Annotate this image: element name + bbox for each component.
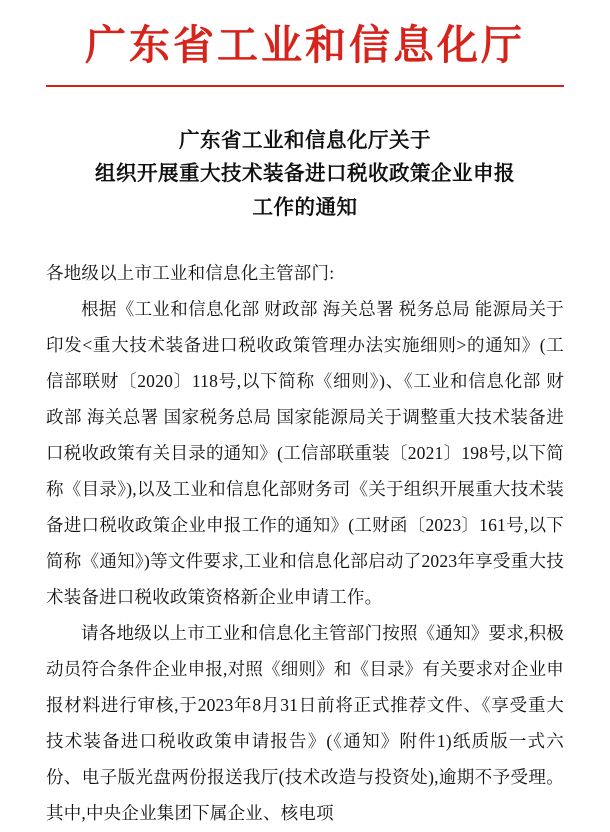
salutation: 各地级以上市工业和信息化主管部门: — [46, 262, 335, 283]
letterhead — [46, 0, 564, 87]
document-body — [46, 255, 564, 832]
body-paragraph-2: 请各地级以上市工业和信息化主管部门按照《通知》要求,积极动员符合条件企业申报,对照《细则》和《目录》有关要求对企业申报材料进行审核,于2023年8月31日前将正式推荐文件、《享受重大技术装备进口税收政策申请报告》(《通知》附件1)纸质版一式六份、电子版光盘两份报送我厅(技术改造与投资处),逾期不予受理。其中,中央企业集团下属企业、核电项 — [46, 623, 564, 824]
body-paragraph-1: 根据《工业和信息化部 财政部 海关总署 税务总局 能源局关于印发<重大技术装备进口税收政策管理办法实施细则>的通知》(工信部联财〔2020〕118号,以下简称《细则》)、《工业和信息化部 财政部 海关总署 国家税务总局 国家能源局关于调整重大技术装备进口税收政策有关目录的通知》(工信部联重装〔2021〕198号,以下简称《目录》),以及工业和信息化部财务司《关于组织开展重大技术装备进口税收政策企业申报工作的通知》(工财函〔2023〕161号,以下简称《通知》)等文件要求,工业和信息化部启动了2023年享受重大技术装备进口税收政策资格新企业申请工作。 — [46, 298, 564, 608]
document-title-line-1: 广东省工业和信息化厅关于 — [179, 130, 431, 153]
document-title — [46, 125, 564, 225]
issuing-organization-title: 广东省工业和信息化厅 — [85, 22, 525, 68]
document-title-line-3: 工作的通知 — [252, 196, 358, 219]
document-title-line-2: 组织开展重大技术装备进口税收政策企业申报 — [95, 163, 515, 186]
letterhead-divider — [46, 85, 564, 87]
